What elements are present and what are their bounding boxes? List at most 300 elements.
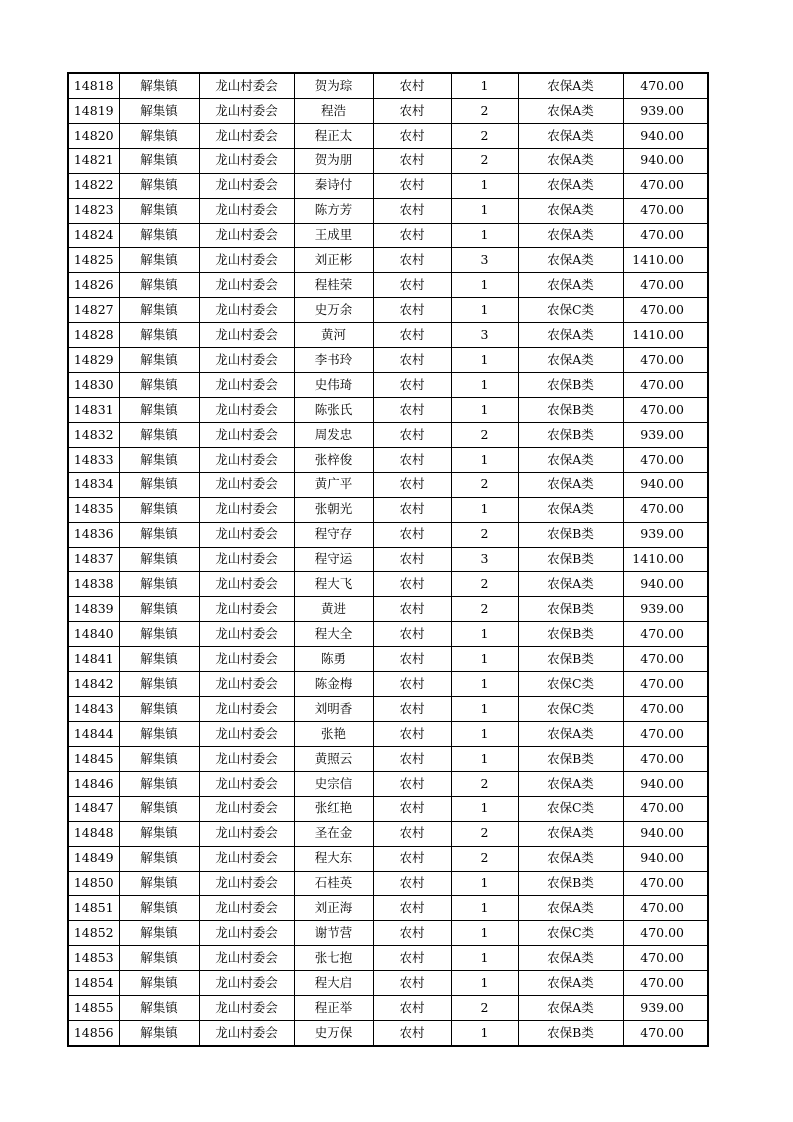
table-row (68, 148, 708, 173)
table-row (68, 173, 708, 198)
name-cell: 黄进 (294, 597, 373, 622)
table-row (68, 921, 708, 946)
row-id-cell: 14851 (68, 896, 119, 921)
count-cell: 1 (451, 298, 518, 323)
category-cell: 农保B类 (518, 422, 623, 447)
name-cell: 史万余 (294, 298, 373, 323)
table-row (68, 771, 708, 796)
name-cell: 史伟琦 (294, 373, 373, 398)
category-cell: 农保B类 (518, 622, 623, 647)
area-type-cell: 农村 (373, 572, 451, 597)
town-cell: 解集镇 (119, 871, 199, 896)
amount-cell: 470.00 (623, 921, 708, 946)
village-committee-cell: 龙山村委会 (199, 672, 294, 697)
count-cell: 3 (451, 323, 518, 348)
table-row (68, 572, 708, 597)
name-cell: 程桂荣 (294, 273, 373, 298)
amount-cell: 470.00 (623, 497, 708, 522)
count-cell: 1 (451, 721, 518, 746)
area-type-cell: 农村 (373, 896, 451, 921)
area-type-cell: 农村 (373, 597, 451, 622)
name-cell: 张朝光 (294, 497, 373, 522)
amount-cell: 939.00 (623, 597, 708, 622)
amount-cell: 470.00 (623, 746, 708, 771)
name-cell: 史宗信 (294, 771, 373, 796)
name-cell: 李书玲 (294, 348, 373, 373)
table-row (68, 622, 708, 647)
name-cell: 程大启 (294, 971, 373, 996)
table-row (68, 647, 708, 672)
name-cell: 张梓俊 (294, 447, 373, 472)
row-id-cell: 14830 (68, 373, 119, 398)
amount-cell: 470.00 (623, 697, 708, 722)
table-row (68, 248, 708, 273)
town-cell: 解集镇 (119, 971, 199, 996)
table-row (68, 73, 708, 98)
row-id-cell: 14843 (68, 697, 119, 722)
table-row (68, 273, 708, 298)
row-id-cell: 14841 (68, 647, 119, 672)
row-id-cell: 14849 (68, 846, 119, 871)
village-committee-cell: 龙山村委会 (199, 896, 294, 921)
area-type-cell: 农村 (373, 796, 451, 821)
category-cell: 农保A类 (518, 248, 623, 273)
name-cell: 程大飞 (294, 572, 373, 597)
name-cell: 陈方芳 (294, 198, 373, 223)
village-committee-cell: 龙山村委会 (199, 971, 294, 996)
count-cell: 1 (451, 622, 518, 647)
town-cell: 解集镇 (119, 497, 199, 522)
village-committee-cell: 龙山村委会 (199, 397, 294, 422)
village-committee-cell: 龙山村委会 (199, 472, 294, 497)
row-id-cell: 14852 (68, 921, 119, 946)
area-type-cell: 农村 (373, 248, 451, 273)
town-cell: 解集镇 (119, 98, 199, 123)
table-row (68, 472, 708, 497)
village-committee-cell: 龙山村委会 (199, 148, 294, 173)
count-cell: 2 (451, 996, 518, 1021)
amount-cell: 470.00 (623, 397, 708, 422)
amount-cell: 470.00 (623, 971, 708, 996)
town-cell: 解集镇 (119, 622, 199, 647)
category-cell: 农保A类 (518, 123, 623, 148)
category-cell: 农保A类 (518, 572, 623, 597)
name-cell: 程大全 (294, 622, 373, 647)
category-cell: 农保A类 (518, 996, 623, 1021)
amount-cell: 940.00 (623, 572, 708, 597)
table-row (68, 547, 708, 572)
area-type-cell: 农村 (373, 721, 451, 746)
name-cell: 陈勇 (294, 647, 373, 672)
row-id-cell: 14819 (68, 98, 119, 123)
village-committee-cell: 龙山村委会 (199, 996, 294, 1021)
amount-cell: 940.00 (623, 821, 708, 846)
row-id-cell: 14820 (68, 123, 119, 148)
row-id-cell: 14838 (68, 572, 119, 597)
town-cell: 解集镇 (119, 173, 199, 198)
area-type-cell: 农村 (373, 298, 451, 323)
name-cell: 贺为朋 (294, 148, 373, 173)
village-committee-cell: 龙山村委会 (199, 273, 294, 298)
table-row (68, 298, 708, 323)
village-committee-cell: 龙山村委会 (199, 746, 294, 771)
area-type-cell: 农村 (373, 697, 451, 722)
count-cell: 1 (451, 73, 518, 98)
area-type-cell: 农村 (373, 348, 451, 373)
village-committee-cell: 龙山村委会 (199, 721, 294, 746)
row-id-cell: 14855 (68, 996, 119, 1021)
name-cell: 张七抱 (294, 946, 373, 971)
count-cell: 1 (451, 223, 518, 248)
table-row (68, 198, 708, 223)
count-cell: 2 (451, 422, 518, 447)
count-cell: 1 (451, 871, 518, 896)
name-cell: 程守存 (294, 522, 373, 547)
row-id-cell: 14828 (68, 323, 119, 348)
row-id-cell: 14822 (68, 173, 119, 198)
table-row (68, 697, 708, 722)
amount-cell: 470.00 (623, 447, 708, 472)
name-cell: 王成里 (294, 223, 373, 248)
town-cell: 解集镇 (119, 721, 199, 746)
town-cell: 解集镇 (119, 248, 199, 273)
data-table (67, 72, 709, 1047)
category-cell: 农保A类 (518, 971, 623, 996)
category-cell: 农保A类 (518, 771, 623, 796)
name-cell: 陈金梅 (294, 672, 373, 697)
table-row (68, 1021, 708, 1046)
category-cell: 农保A类 (518, 497, 623, 522)
table-row (68, 323, 708, 348)
count-cell: 2 (451, 821, 518, 846)
row-id-cell: 14818 (68, 73, 119, 98)
village-committee-cell: 龙山村委会 (199, 597, 294, 622)
town-cell: 解集镇 (119, 397, 199, 422)
area-type-cell: 农村 (373, 447, 451, 472)
town-cell: 解集镇 (119, 846, 199, 871)
name-cell: 刘明香 (294, 697, 373, 722)
village-committee-cell: 龙山村委会 (199, 522, 294, 547)
area-type-cell: 农村 (373, 497, 451, 522)
table-row (68, 98, 708, 123)
table-row (68, 672, 708, 697)
table-row (68, 896, 708, 921)
count-cell: 1 (451, 273, 518, 298)
village-committee-cell: 龙山村委会 (199, 223, 294, 248)
village-committee-cell: 龙山村委会 (199, 348, 294, 373)
row-id-cell: 14829 (68, 348, 119, 373)
row-id-cell: 14836 (68, 522, 119, 547)
table-row (68, 946, 708, 971)
area-type-cell: 农村 (373, 472, 451, 497)
count-cell: 3 (451, 547, 518, 572)
category-cell: 农保A类 (518, 946, 623, 971)
town-cell: 解集镇 (119, 821, 199, 846)
town-cell: 解集镇 (119, 647, 199, 672)
town-cell: 解集镇 (119, 422, 199, 447)
amount-cell: 470.00 (623, 796, 708, 821)
area-type-cell: 农村 (373, 647, 451, 672)
row-id-cell: 14821 (68, 148, 119, 173)
category-cell: 农保B类 (518, 522, 623, 547)
amount-cell: 940.00 (623, 123, 708, 148)
village-committee-cell: 龙山村委会 (199, 547, 294, 572)
town-cell: 解集镇 (119, 946, 199, 971)
table-row (68, 746, 708, 771)
category-cell: 农保A类 (518, 721, 623, 746)
amount-cell: 470.00 (623, 672, 708, 697)
town-cell: 解集镇 (119, 373, 199, 398)
category-cell: 农保B类 (518, 373, 623, 398)
town-cell: 解集镇 (119, 447, 199, 472)
count-cell: 2 (451, 597, 518, 622)
town-cell: 解集镇 (119, 273, 199, 298)
town-cell: 解集镇 (119, 522, 199, 547)
count-cell: 1 (451, 971, 518, 996)
town-cell: 解集镇 (119, 572, 199, 597)
village-committee-cell: 龙山村委会 (199, 697, 294, 722)
amount-cell: 940.00 (623, 148, 708, 173)
amount-cell: 470.00 (623, 946, 708, 971)
row-id-cell: 14840 (68, 622, 119, 647)
table-row (68, 871, 708, 896)
amount-cell: 1410.00 (623, 248, 708, 273)
amount-cell: 939.00 (623, 996, 708, 1021)
category-cell: 农保A类 (518, 273, 623, 298)
village-committee-cell: 龙山村委会 (199, 173, 294, 198)
town-cell: 解集镇 (119, 223, 199, 248)
town-cell: 解集镇 (119, 697, 199, 722)
table-row (68, 497, 708, 522)
table-row (68, 397, 708, 422)
amount-cell: 470.00 (623, 198, 708, 223)
category-cell: 农保B类 (518, 871, 623, 896)
area-type-cell: 农村 (373, 73, 451, 98)
town-cell: 解集镇 (119, 547, 199, 572)
row-id-cell: 14833 (68, 447, 119, 472)
town-cell: 解集镇 (119, 123, 199, 148)
town-cell: 解集镇 (119, 796, 199, 821)
count-cell: 1 (451, 173, 518, 198)
village-committee-cell: 龙山村委会 (199, 497, 294, 522)
name-cell: 贺为琮 (294, 73, 373, 98)
row-id-cell: 14846 (68, 771, 119, 796)
category-cell: 农保A类 (518, 198, 623, 223)
category-cell: 农保A类 (518, 223, 623, 248)
town-cell: 解集镇 (119, 198, 199, 223)
table-body (68, 73, 708, 1046)
amount-cell: 1410.00 (623, 547, 708, 572)
village-committee-cell: 龙山村委会 (199, 771, 294, 796)
count-cell: 1 (451, 348, 518, 373)
count-cell: 2 (451, 148, 518, 173)
village-committee-cell: 龙山村委会 (199, 796, 294, 821)
area-type-cell: 农村 (373, 148, 451, 173)
village-committee-cell: 龙山村委会 (199, 1021, 294, 1046)
area-type-cell: 农村 (373, 223, 451, 248)
category-cell: 农保B类 (518, 746, 623, 771)
town-cell: 解集镇 (119, 298, 199, 323)
table-row (68, 721, 708, 746)
row-id-cell: 14837 (68, 547, 119, 572)
amount-cell: 470.00 (623, 1021, 708, 1046)
amount-cell: 470.00 (623, 373, 708, 398)
category-cell: 农保C类 (518, 298, 623, 323)
amount-cell: 940.00 (623, 846, 708, 871)
town-cell: 解集镇 (119, 771, 199, 796)
category-cell: 农保A类 (518, 323, 623, 348)
count-cell: 2 (451, 98, 518, 123)
name-cell: 黄河 (294, 323, 373, 348)
count-cell: 1 (451, 746, 518, 771)
category-cell: 农保B类 (518, 547, 623, 572)
village-committee-cell: 龙山村委会 (199, 248, 294, 273)
table-row (68, 123, 708, 148)
category-cell: 农保C类 (518, 697, 623, 722)
table-row (68, 996, 708, 1021)
count-cell: 2 (451, 472, 518, 497)
count-cell: 1 (451, 198, 518, 223)
count-cell: 1 (451, 373, 518, 398)
category-cell: 农保A类 (518, 173, 623, 198)
town-cell: 解集镇 (119, 921, 199, 946)
town-cell: 解集镇 (119, 323, 199, 348)
amount-cell: 470.00 (623, 223, 708, 248)
town-cell: 解集镇 (119, 73, 199, 98)
category-cell: 农保A类 (518, 73, 623, 98)
amount-cell: 940.00 (623, 472, 708, 497)
area-type-cell: 农村 (373, 1021, 451, 1046)
town-cell: 解集镇 (119, 597, 199, 622)
table-row (68, 422, 708, 447)
area-type-cell: 农村 (373, 821, 451, 846)
count-cell: 1 (451, 497, 518, 522)
name-cell: 圣在金 (294, 821, 373, 846)
category-cell: 农保A类 (518, 348, 623, 373)
row-id-cell: 14827 (68, 298, 119, 323)
town-cell: 解集镇 (119, 148, 199, 173)
name-cell: 刘正海 (294, 896, 373, 921)
town-cell: 解集镇 (119, 996, 199, 1021)
village-committee-cell: 龙山村委会 (199, 647, 294, 672)
amount-cell: 470.00 (623, 273, 708, 298)
table-row (68, 447, 708, 472)
table-row (68, 971, 708, 996)
category-cell: 农保A类 (518, 821, 623, 846)
area-type-cell: 农村 (373, 323, 451, 348)
area-type-cell: 农村 (373, 397, 451, 422)
table-row (68, 223, 708, 248)
count-cell: 1 (451, 397, 518, 422)
table-row (68, 522, 708, 547)
village-committee-cell: 龙山村委会 (199, 821, 294, 846)
row-id-cell: 14845 (68, 746, 119, 771)
area-type-cell: 农村 (373, 273, 451, 298)
row-id-cell: 14842 (68, 672, 119, 697)
village-committee-cell: 龙山村委会 (199, 946, 294, 971)
village-committee-cell: 龙山村委会 (199, 921, 294, 946)
amount-cell: 1410.00 (623, 323, 708, 348)
category-cell: 农保B类 (518, 647, 623, 672)
village-committee-cell: 龙山村委会 (199, 198, 294, 223)
village-committee-cell: 龙山村委会 (199, 323, 294, 348)
amount-cell: 939.00 (623, 98, 708, 123)
area-type-cell: 农村 (373, 547, 451, 572)
town-cell: 解集镇 (119, 1021, 199, 1046)
count-cell: 3 (451, 248, 518, 273)
area-type-cell: 农村 (373, 771, 451, 796)
row-id-cell: 14826 (68, 273, 119, 298)
category-cell: 农保C类 (518, 672, 623, 697)
row-id-cell: 14823 (68, 198, 119, 223)
count-cell: 2 (451, 771, 518, 796)
name-cell: 程守运 (294, 547, 373, 572)
count-cell: 1 (451, 672, 518, 697)
row-id-cell: 14844 (68, 721, 119, 746)
name-cell: 黄照云 (294, 746, 373, 771)
area-type-cell: 农村 (373, 422, 451, 447)
area-type-cell: 农村 (373, 971, 451, 996)
village-committee-cell: 龙山村委会 (199, 846, 294, 871)
category-cell: 农保C类 (518, 921, 623, 946)
category-cell: 农保B类 (518, 397, 623, 422)
row-id-cell: 14834 (68, 472, 119, 497)
table-row (68, 821, 708, 846)
area-type-cell: 农村 (373, 373, 451, 398)
town-cell: 解集镇 (119, 472, 199, 497)
town-cell: 解集镇 (119, 672, 199, 697)
row-id-cell: 14825 (68, 248, 119, 273)
count-cell: 1 (451, 946, 518, 971)
category-cell: 农保C类 (518, 796, 623, 821)
table-row (68, 373, 708, 398)
area-type-cell: 农村 (373, 871, 451, 896)
row-id-cell: 14839 (68, 597, 119, 622)
name-cell: 周发忠 (294, 422, 373, 447)
category-cell: 农保A类 (518, 472, 623, 497)
row-id-cell: 14853 (68, 946, 119, 971)
town-cell: 解集镇 (119, 896, 199, 921)
area-type-cell: 农村 (373, 996, 451, 1021)
area-type-cell: 农村 (373, 622, 451, 647)
village-committee-cell: 龙山村委会 (199, 123, 294, 148)
count-cell: 2 (451, 572, 518, 597)
category-cell: 农保B类 (518, 597, 623, 622)
table-row (68, 348, 708, 373)
name-cell: 谢节营 (294, 921, 373, 946)
row-id-cell: 14831 (68, 397, 119, 422)
area-type-cell: 农村 (373, 173, 451, 198)
name-cell: 程正太 (294, 123, 373, 148)
village-committee-cell: 龙山村委会 (199, 622, 294, 647)
table-row (68, 597, 708, 622)
row-id-cell: 14835 (68, 497, 119, 522)
name-cell: 史万保 (294, 1021, 373, 1046)
name-cell: 程大东 (294, 846, 373, 871)
count-cell: 1 (451, 896, 518, 921)
amount-cell: 470.00 (623, 871, 708, 896)
category-cell: 农保A类 (518, 896, 623, 921)
village-committee-cell: 龙山村委会 (199, 422, 294, 447)
area-type-cell: 农村 (373, 198, 451, 223)
area-type-cell: 农村 (373, 921, 451, 946)
amount-cell: 470.00 (623, 73, 708, 98)
amount-cell: 939.00 (623, 422, 708, 447)
count-cell: 1 (451, 447, 518, 472)
count-cell: 1 (451, 1021, 518, 1046)
name-cell: 张红艳 (294, 796, 373, 821)
amount-cell: 470.00 (623, 647, 708, 672)
